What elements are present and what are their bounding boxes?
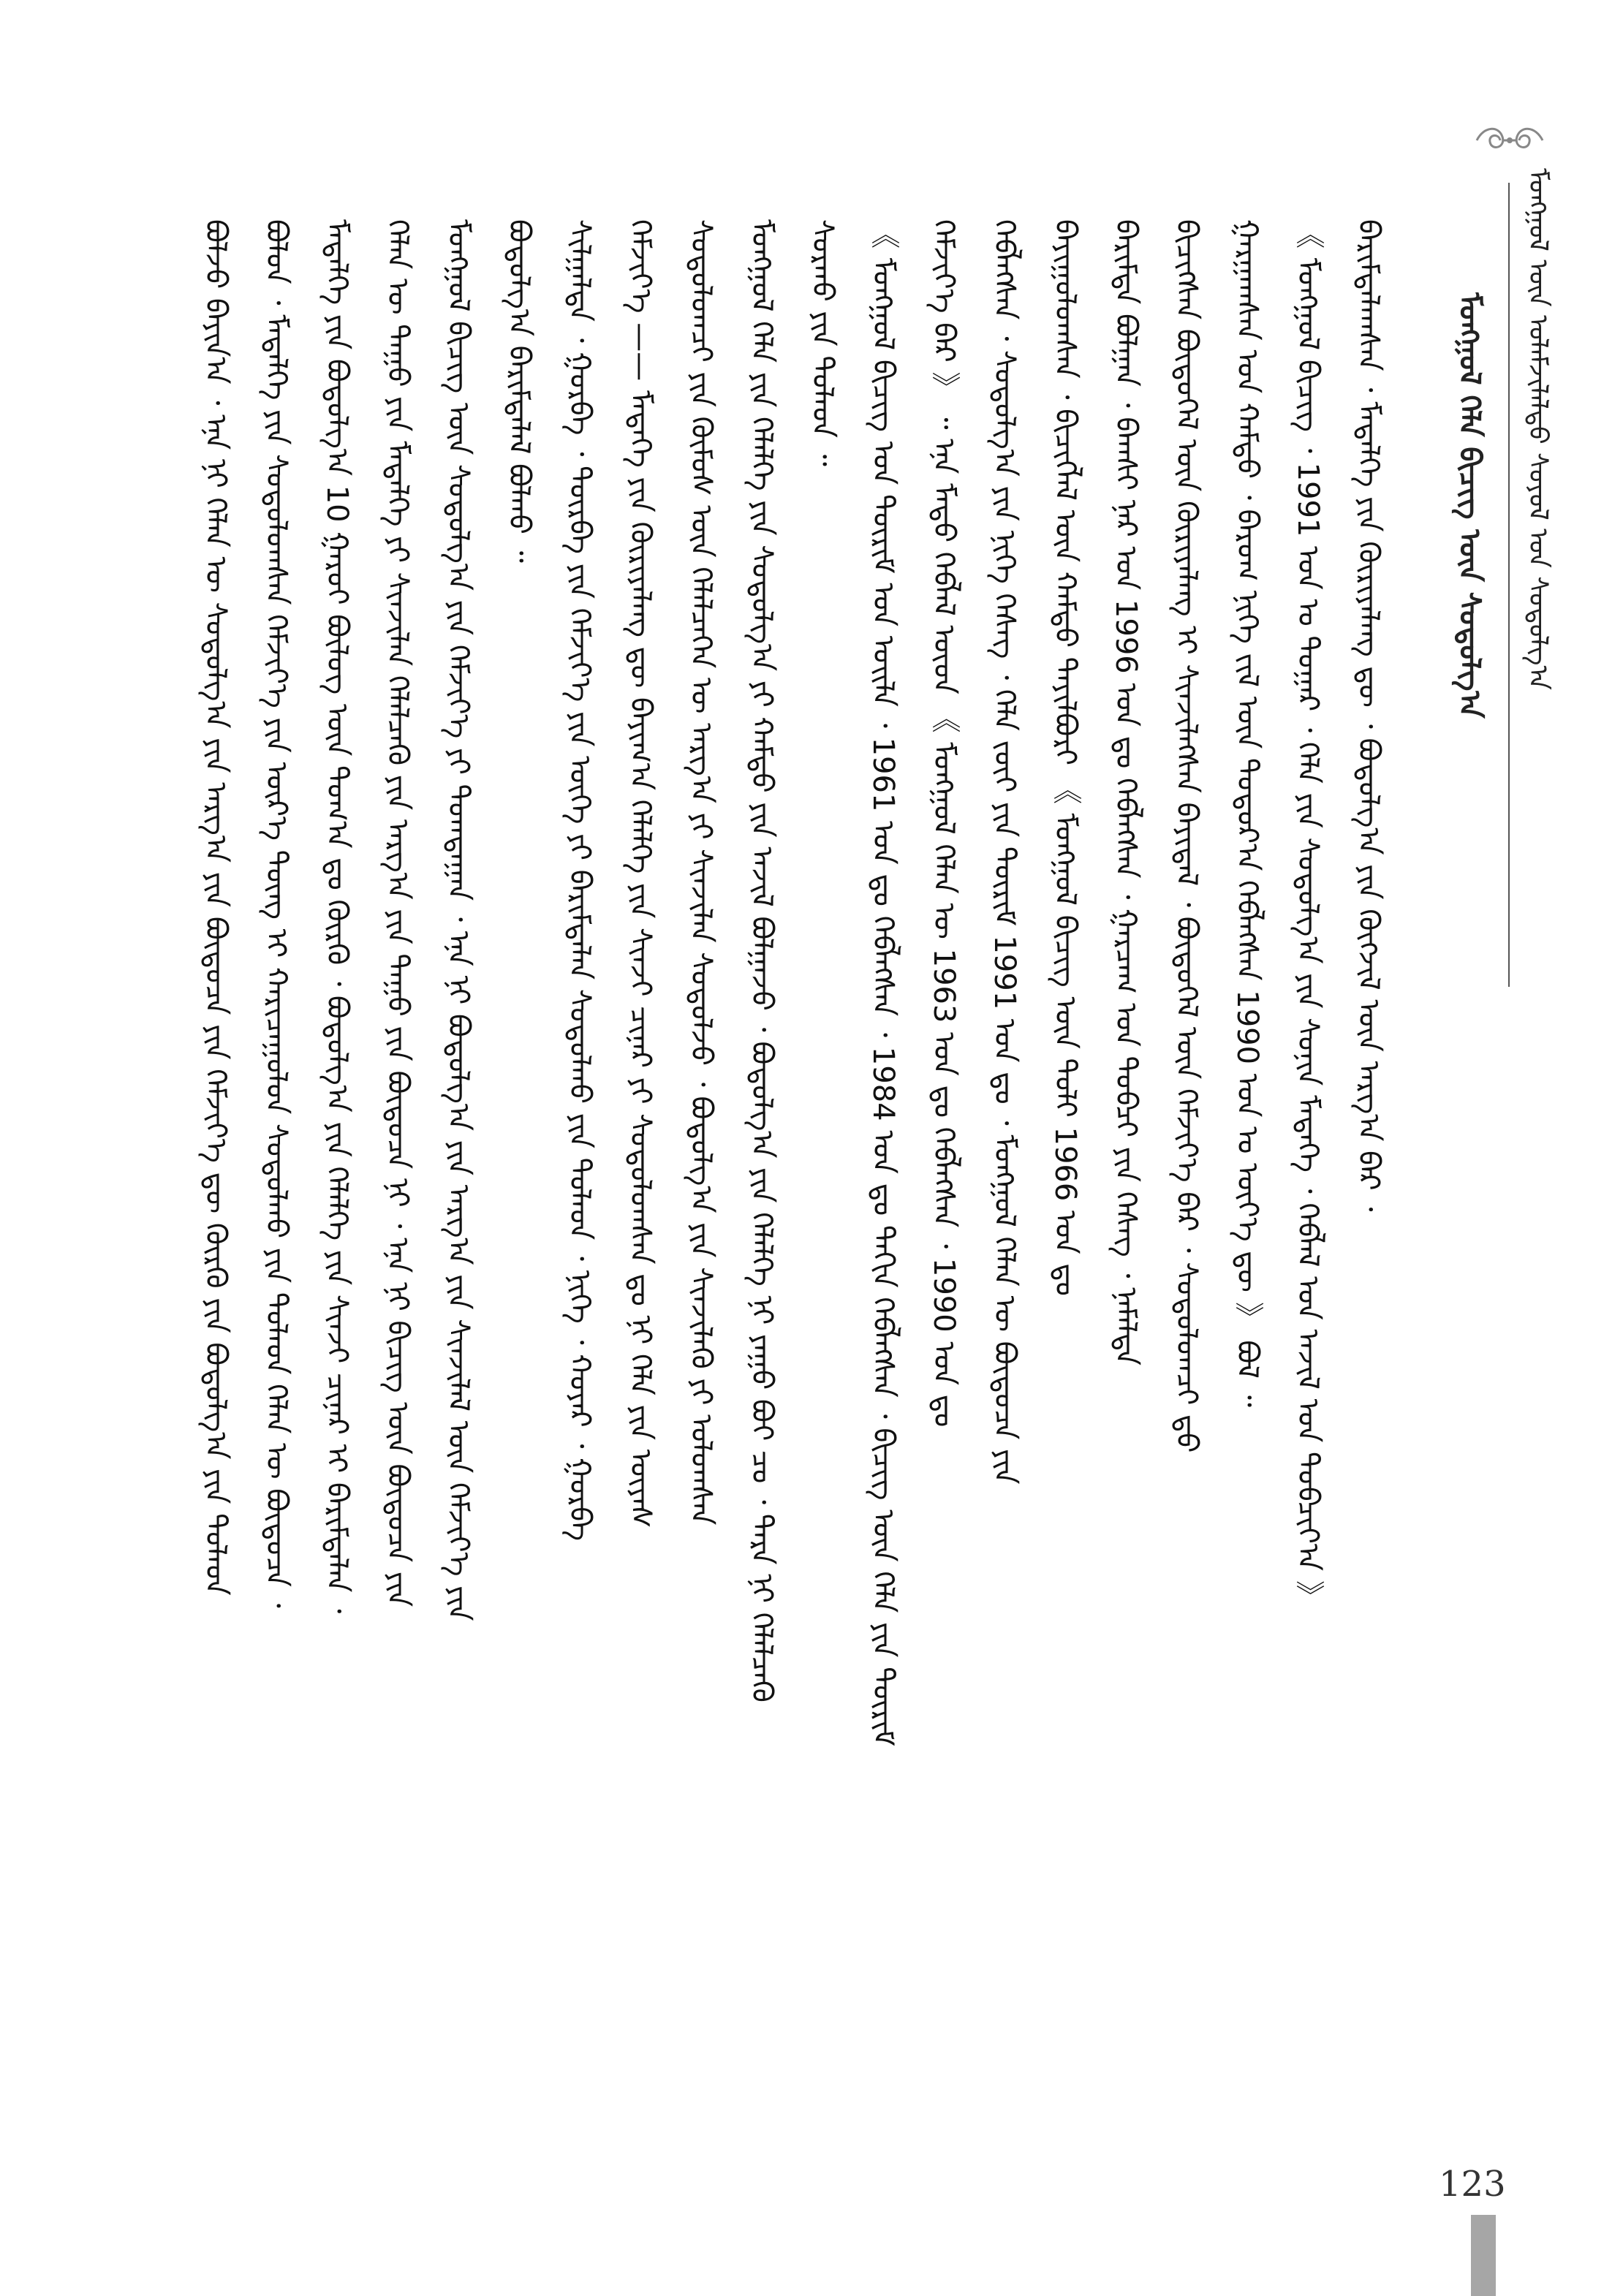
text-line: ᠪᠢᠴᠢᠭᠰᠡᠨ ᠪᠦᠲᠦᠭᠡᠯ ᠦᠨ ᠬᠦᠷᠢᠶᠡᠯᠡᠩ ᠢ ᠰᠢᠨᠵᠢᠯᠡᠭᠰᠡᠨ ᠪᠠᠶᠢᠳᠠᠯ ᠂ ᠪᠦᠲᠦᠭᠡᠯ ᠦᠨ ᠬᠡᠮᠵᠢᠶ᠎ᠡ ᠪᠡᠷ ᠂ ᠰᠤᠳᠤᠯᠤᠭᠴᠢ ᠳ᠋ᠤ bbox=[1170, 219, 1203, 1453]
body-text bbox=[183, 219, 1396, 2076]
text-line: ᠰᠤᠷᠬᠤ ᠶᠢᠨ ᠲᠤᠯᠠᠳ ᠃ bbox=[806, 219, 839, 466]
running-header: ᠮᠣᠩᠭᠣᠯ ᠦᠨ ᠤᠯᠠᠮᠵᠢᠯᠠᠯᠲᠤ ᠰᠣᠶᠣᠯ ᠤᠨ ᠰᠤᠳᠤᠯᠭ᠎ᠠ bbox=[1523, 168, 1553, 690]
text-line: ᠬᠡᠮᠵᠢᠶ᠎ᠡ ᠪᠡᠷ 》 ᠃ ᠡᠨᠡ ᠮᠡᠲᠦ ᠬᠡᠪᠯᠡᠯ ᠦᠳ 《 ᠮᠣᠩᠭᠣᠯ ᠬᠡᠯᠡᠨ ᠦ 1963 ᠣᠨ ᠳᠤ ᠬᠡᠪᠯᠡᠭᠰᠡᠨ ᠂ 1990 ᠣᠨ ᠳᠤ bbox=[927, 219, 961, 1428]
page-number: 123 bbox=[1439, 2164, 1506, 2205]
text-line: 《 ᠮᠣᠩᠭᠣᠯ ᠪᠢᠴᠢᠭ ᠤᠨ ᠳᠦᠷᠢᠮ ᠤᠨ ᠤᠢᠯᠡ ᠂ 1961 ᠣᠨ ᠳᠤ ᠬᠡᠪᠯᠡᠭᠰᠡᠨ ᠂ 1984 ᠣᠨ ᠳᠤ ᠳᠠᠬᠢᠨ ᠬᠡᠪᠯᠡᠭᠰᠡᠨ ᠂ ᠪᠢᠴᠢᠭ ᠦᠨ ᠬᠡᠯᠡ ᠶᠢᠨ ᠳᠦᠷᠢᠮ bbox=[866, 219, 900, 1746]
text-line: ᠪᠣᠯᠤᠨ ᠂ ᠮᠡᠳᠡᠯᠭᠡ ᠶᠢᠨ ᠰᠤᠳᠤᠯᠤᠭᠰᠠᠨ ᠬᠡᠮᠵᠢᠶ᠎ᠡ ᠶᠢᠨ ᠦᠷ᠎ᠡ ᠳᠦᠩ ᠢ ᠬᠠᠷᠢᠴᠠᠭᠤᠯᠤᠨ ᠰᠤᠳᠤᠯᠬᠤ ᠶᠢᠨ ᠲᠤᠯᠠᠳ ᠬᠡᠯᠡᠨ ᠦ ᠪᠦᠲᠦᠴᠡ ᠂ bbox=[260, 219, 293, 1608]
ornament-icon bbox=[1469, 118, 1550, 162]
chapter-title: ᠮᠣᠩᠭᠣᠯ ᠬᠡᠯᠡ ᠪᠢᠴᠢᠭ ᠦᠨ ᠰᠤᠳᠤᠯᠭ᠎ᠠ bbox=[1453, 292, 1486, 719]
text-line: ᠬᠡᠯᠡᠨ ᠦ ᠳᠠᠭᠤ ᠶᠢᠨ ᠮᠡᠳᠡᠯᠭᠡ ᠶᠢ ᠰᠢᠨᠵᠢᠯᠡᠨ ᠬᠡᠯᠡᠯᠴᠡᠬᠦ ᠶᠢᠨ ᠠᠷᠭ᠎ᠠ ᠶᠢᠨ ᠳᠠᠭᠤ ᠶᠢᠨ ᠪᠦᠲᠦᠴᠡ ᠨᠢ ᠂ ᠡᠨᠡ ᠨᠢ ᠪᠢᠴᠢᠭ ᠦᠨ ᠪᠦᠲᠦᠴᠡ ᠶᠢᠨ bbox=[381, 219, 415, 1607]
text-line: 《 ᠮᠣᠩᠭᠣᠯ ᠪᠢᠴᠢᠭ ᠂ 1991 ᠣᠨ ᠤ ᠳᠤᠭᠠᠷ ᠂ ᠬᠡᠯᠡ ᠶᠢᠨ ᠰᠤᠳᠤᠯᠭ᠎ᠠ ᠶᠢᠨ ᠰᠣᠨᠢᠨ ᠮᠡᠳᠡᠭᠡ ᠂ ᠬᠡᠪᠯᠡᠯ ᠤᠨ ᠠᠵᠢᠯ ᠤᠨ ᠲᠣᠪᠴᠢᠶ᠎ᠠ 》 bbox=[1291, 219, 1325, 1610]
text-line: ᠮᠣᠩᠭᠣᠯ ᠪᠢᠴᠢᠭ ᠦᠨ ᠰᠤᠳᠤᠯᠭ᠎ᠠ ᠶᠢᠨ ᠬᠡᠮᠵᠢᠶ᠎ᠡ ᠶᠢ ᠲᠣᠭᠲᠠᠭᠠᠨ ᠂ ᠡᠨᠡ ᠨᠢ ᠪᠣᠳᠣᠯᠭ᠎ᠠ ᠶᠢᠨ ᠠᠷᠭ᠎ᠠ ᠶᠢᠨ ᠰᠢᠨᠵᠢᠯᠡᠯ ᠦᠨ ᠬᠡᠮᠵᠢᠶ᠎ᠡ ᠶᠢᠨ bbox=[442, 219, 475, 1621]
text-line: ᠬᠡᠪᠯᠡᠭᠰᠡᠨ ᠂ ᠰᠤᠳᠤᠯᠭ᠎ᠠ ᠶᠢᠨ ᠨᠢᠭᠡ ᠬᠡᠰᠡᠭ ᠂ ᠬᠡᠯᠡ ᠵᠦᠢ ᠶᠢᠨ ᠳᠦᠷᠢᠮ 1991 ᠣᠨ ᠳᠤ ᠂ ᠮᠣᠩᠭᠣᠯ ᠬᠡᠯᠡᠨ ᠦ ᠪᠦᠲᠦᠴᠡ ᠶᠢᠨ bbox=[988, 219, 1021, 1485]
text-line: ᠪᠠᠷᠢᠮᠲᠠᠯᠠᠭᠰᠠᠨ ᠂ ᠮᠡᠳᠡᠯᠭᠡ ᠶᠢᠨ ᠬᠦᠷᠢᠶᠡᠯᠡᠩ ᠳᠦ ᠂ ᠪᠣᠳᠣᠯᠭ᠎ᠠ ᠶᠢᠨ ᠬᠥᠭᠵᠢᠯ ᠦᠨ ᠠᠷᠭ᠎ᠠ ᠪᠠᠷ ᠂ bbox=[1352, 219, 1385, 1212]
text-line: ᠮᠣᠩᠭᠣᠯ ᠬᠡᠯᠡ ᠶᠢᠨ ᠬᠡᠯᠡᠯᠭᠡ ᠶᠢᠨ ᠰᠤᠳᠤᠯᠭ᠎ᠠ ᠶᠢ ᠬᠠᠮᠲᠤ ᠶᠢᠨ ᠠᠵᠢᠯ ᠪᠣᠯᠭᠠᠵᠤ ᠂ ᠪᠣᠳᠣᠯᠭ᠎ᠠ ᠶᠢᠨ ᠬᠡᠯᠡᠯᠭᠡ ᠨᠢ ᠶᠠᠭᠤ ᠪᠤᠢ ᠴᠤ ᠂ ᠲᠡᠷᠡ ᠨᠢ ᠬᠡᠯᠡᠯᠴᠡᠬᠦ bbox=[745, 219, 779, 1703]
text-line: ᠮᠡᠳᠡᠯᠭᠡ ᠶᠢᠨ ᠪᠣᠳᠣᠯᠭ᠎ᠠ 10 ᠭᠠᠷᠤᠶ ᠪᠦᠯᠦᠭ ᠦᠨ ᠲᠣᠭ᠎ᠠ ᠳᠤ ᠬᠦᠷᠬᠦ ᠂ ᠪᠣᠳᠣᠯᠭ᠎ᠠ ᠶᠢᠨ ᠬᠡᠯᠡᠯᠭᠡ ᠶᠢᠨ ᠰᠢᠨᠵᠢ ᠴᠢᠨᠠᠷ ᠢ ᠪᠠᠷᠢᠮᠲᠠᠯᠠᠨ ᠂ bbox=[320, 219, 354, 1614]
text-line: ᠬᠡᠮᠵᠢᠶ᠎ᠡ —— ᠮᠡᠳᠡᠭᠡ ᠶᠢᠨ ᠬᠦᠷᠢᠶᠡᠯᠡᠩ ᠳᠦ ᠪᠠᠶᠢᠭ᠎ᠠ ᠬᠡᠯᠡᠯᠭᠡ ᠶᠢᠨ ᠰᠢᠨᠵᠢ ᠴᠢᠨᠠᠷ ᠶᠢ ᠰᠤᠳᠤᠯᠤᠭᠰᠠᠨ ᠳᠤ ᠨᠢ ᠬᠡᠯᠡ ᠶᠢᠨ ᠦᠶᠡᠰ bbox=[624, 219, 657, 1528]
text-line: ᠪᠠᠷᠢᠮᠲᠠ ᠪᠣᠯᠭᠠᠨ ᠂ ᠪᠠᠭᠰᠢ ᠨᠠᠷ ᠤᠨ 1996 ᠣᠨ ᠳᠤ ᠬᠡᠪᠯᠡᠭᠰᠡᠨ ᠂ ᠭᠠᠷᠴᠠᠭ ᠤᠨ ᠲᠣᠪᠴᠢ ᠶᠢᠨ ᠬᠡᠰᠡᠭ ᠂ ᠨᠡᠮᠡᠯᠲᠡ bbox=[1109, 219, 1143, 1366]
page-edge-bar bbox=[1471, 2215, 1496, 2296]
text-line: ᠰᠤᠳᠤᠯᠤᠭᠴᠢ ᠶᠢᠨ ᠬᠦᠮᠦᠰ ᠦᠨ ᠬᠡᠯᠡᠯᠴᠡᠭᠡᠨ ᠦ ᠠᠷᠭ᠎ᠠ ᠶᠢ ᠰᠢᠨᠵᠢᠯᠡᠨ ᠰᠤᠳᠤᠯᠵᠤ ᠂ ᠪᠣᠳᠣᠯᠭ᠎ᠠ ᠶᠢᠨ ᠰᠢᠨᠵᠢᠯᠡᠬᠦ ᠶᠢ ᠣᠯᠤᠭᠰᠠᠨ bbox=[684, 219, 718, 1526]
text-line: ᠪᠣᠯᠵᠤ ᠪᠠᠶᠢᠨ᠎ᠠ ᠂ ᠡᠨᠡ ᠨᠢ ᠬᠡᠯᠡᠨ ᠦ ᠰᠤᠳᠤᠯᠭ᠎ᠠ ᠶᠢᠨ ᠠᠷᠭ᠎ᠠ ᠶᠢᠨ ᠪᠦᠲᠦᠴᠡ ᠶᠢᠨ ᠬᠡᠮᠵᠢᠶ᠎ᠡ ᠳᠦ ᠬᠦᠷᠬᠦ ᠶᠢᠨ ᠪᠣᠳᠣᠯᠭ᠎ᠠ ᠶᠢᠨ ᠲᠤᠯᠠᠳ bbox=[199, 219, 232, 1596]
text-line: ᠪᠣᠳᠣᠯᠭ᠎ᠠ ᠪᠠᠷᠢᠮᠲᠠᠯᠠᠯ ᠪᠣᠯᠬᠤ ᠃ bbox=[502, 219, 536, 563]
text-line: ᠰᠢᠯᠭᠠᠯᠲᠠ ᠂ ᠭᠤᠷᠪᠠ ᠂ ᠳᠥᠷᠪᠡ ᠶᠢᠨ ᠬᠡᠮᠵᠢᠶ᠎ᠡ ᠶᠢᠨ ᠦᠭᠡ ᠶᠢ ᠪᠠᠷᠢᠮᠲᠠᠯᠠᠨ ᠰᠤᠳᠤᠯᠬᠤ ᠶᠢᠨ ᠲᠤᠯᠠᠳ ᠂ ᠨᠢᠭᠡ ᠂ ᠬᠣᠶᠠᠷ ᠂ ᠭᠤᠷᠪᠠ bbox=[563, 219, 597, 1542]
text-line: ᠭᠠᠷᠭᠠᠭᠰᠠᠨ ᠤᠨ ᠬᠠᠮᠲᠤ ᠂ ᠪᠠᠷᠤᠭ ᠨᠢᠭᠡ ᠵᠢᠯ ᠦᠨ ᠳᠣᠲᠣᠷ᠎ᠠ ᠬᠡᠪᠯᠡᠭᠰᠡᠨ 1990 ᠣᠨ ᠤ ᠦᠶ᠎ᠡ ᠳᠦ 》 ᠪᠣᠯ ᠃ bbox=[1230, 219, 1264, 1408]
text-line: ᠪᠠᠶᠢᠭᠤᠯᠤᠭᠰᠠᠨ ᠂ ᠪᠢᠴᠢᠭᠯᠡᠯ ᠦᠨ ᠬᠠᠮᠲᠤ ᠲᠠᠶᠢᠯᠪᠤᠷᠢ 《 ᠮᠣᠩᠭᠣᠯ ᠪᠢᠴᠢᠭ ᠦᠨ ᠲᠣᠯᠢ 1966 ᠣᠨ ᠳᠤ bbox=[1048, 219, 1082, 1296]
